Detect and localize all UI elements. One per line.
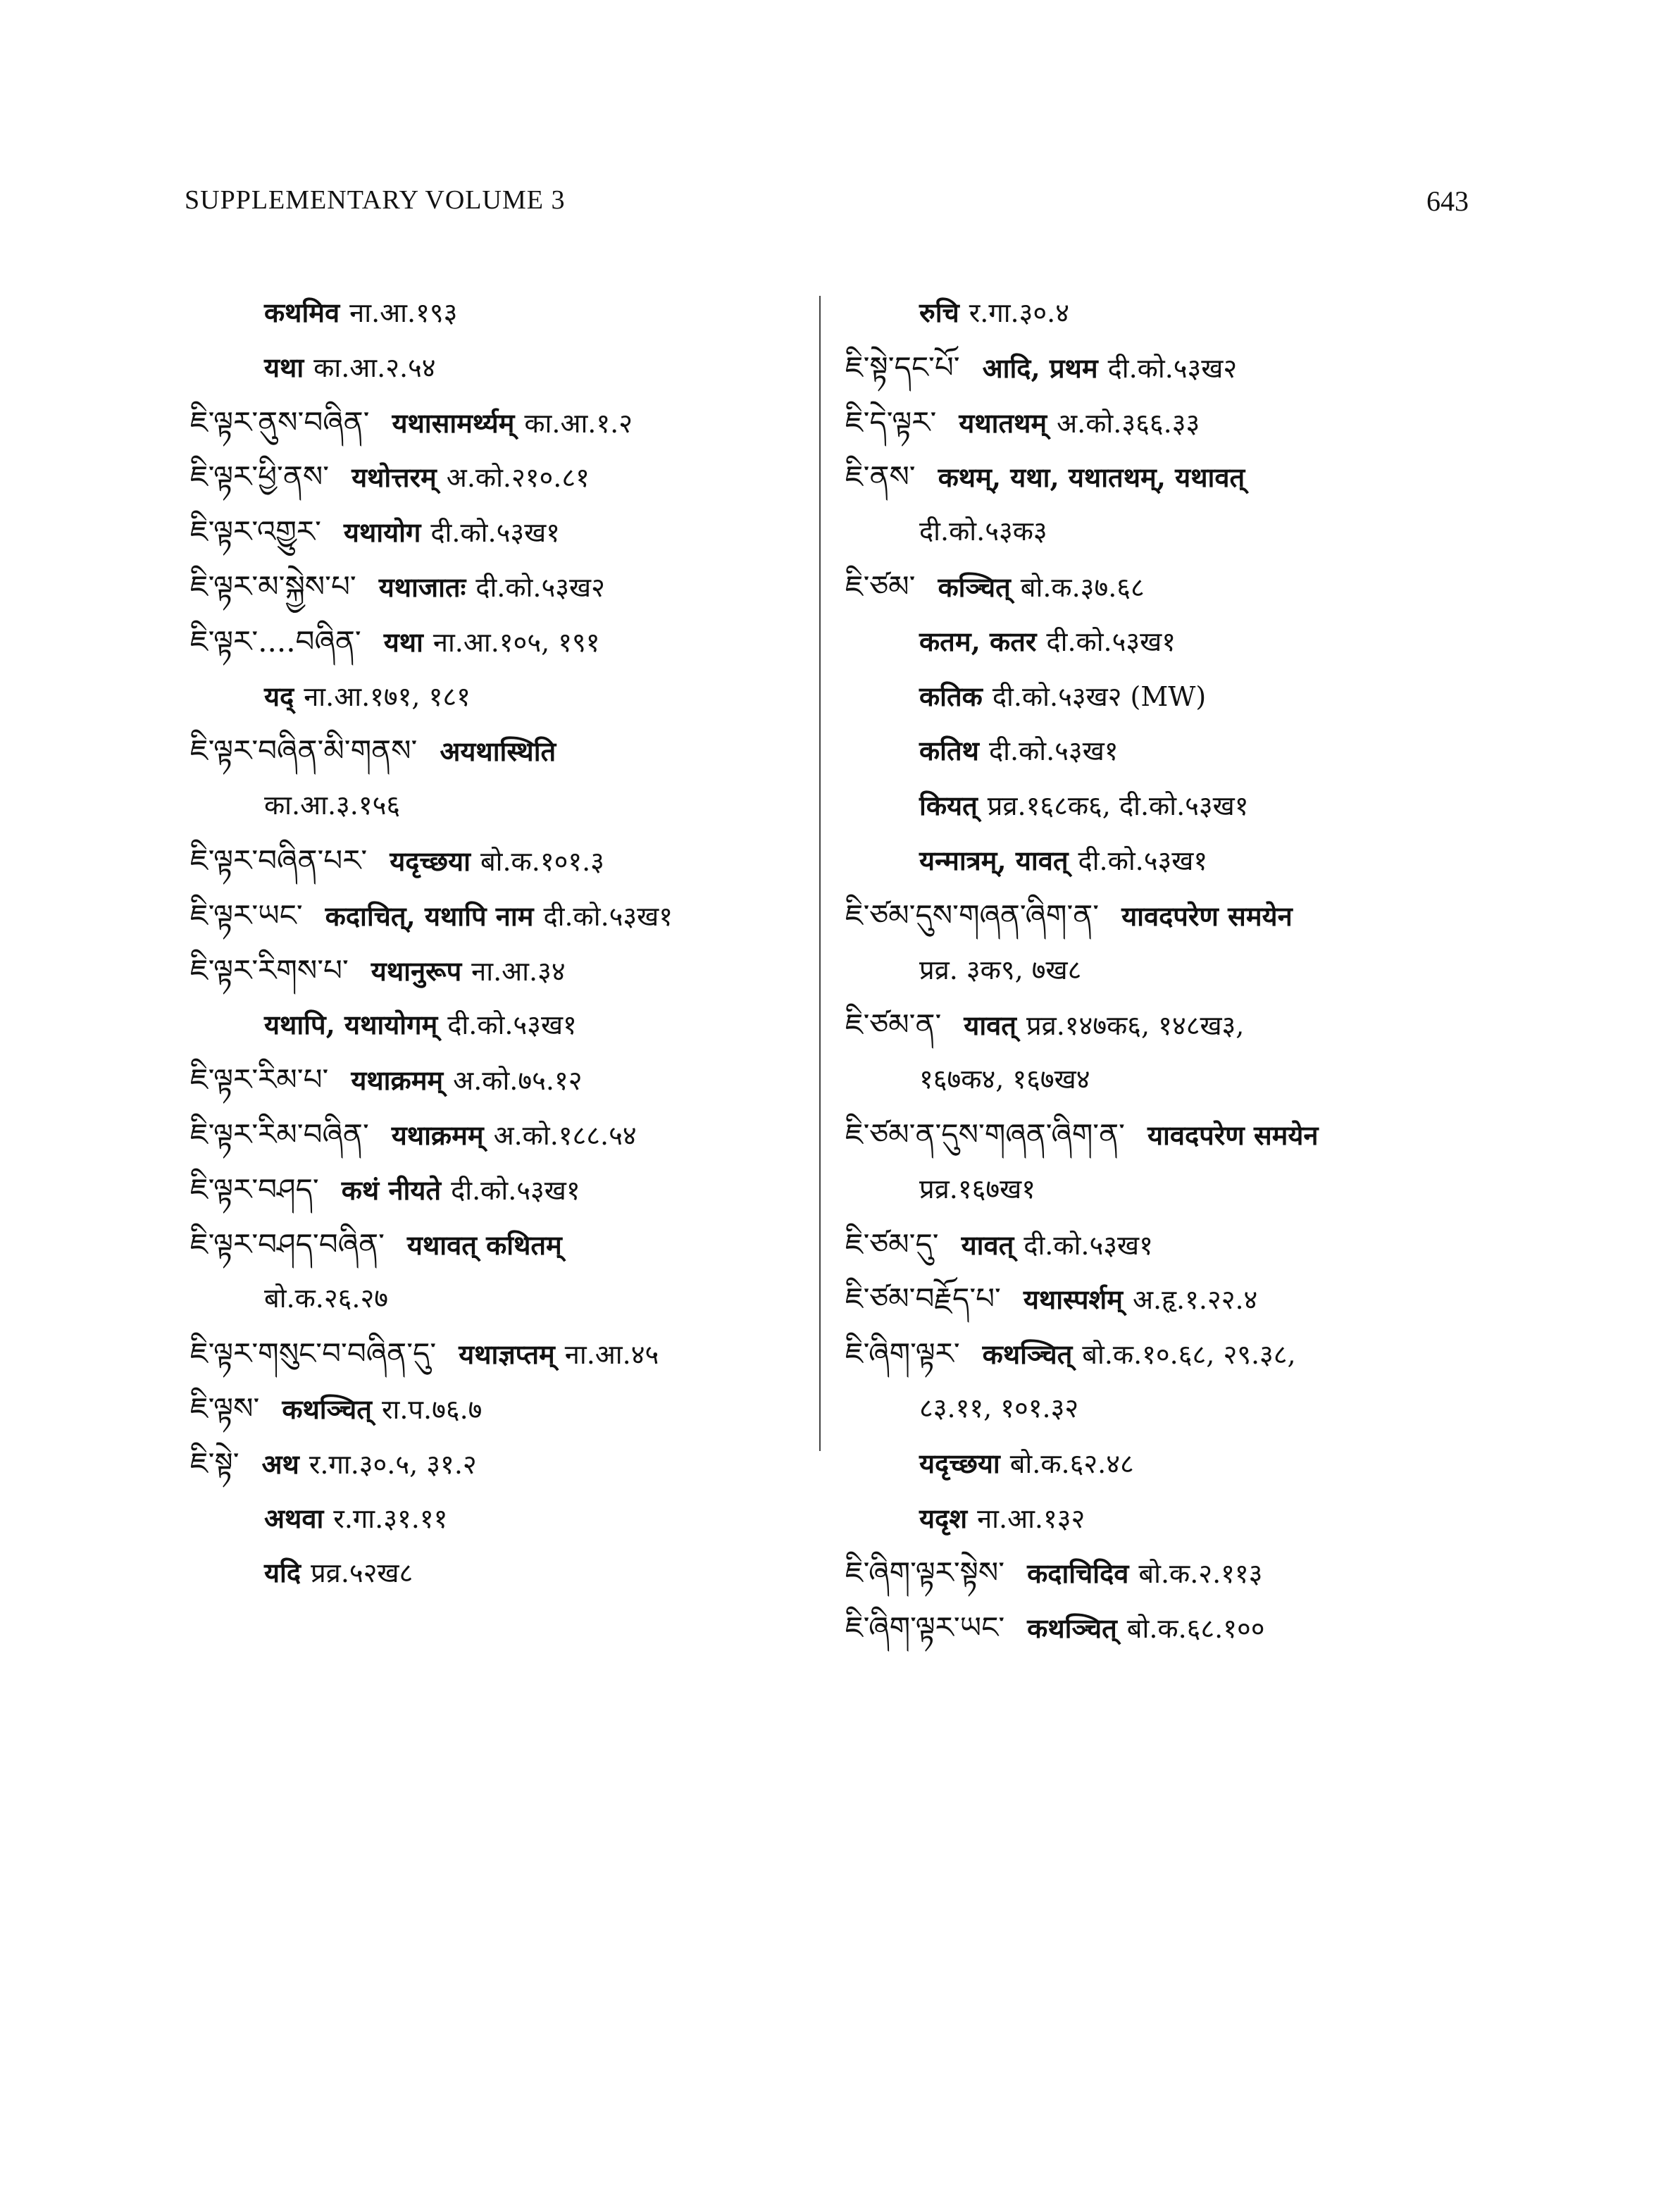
tibetan-term: ཇི་ལྟར་རིགས་པ་	[190, 952, 349, 988]
dictionary-entry	[845, 1162, 1479, 1217]
dictionary-entry	[190, 340, 796, 395]
reference-citation: १६७क४, १६७ख४	[919, 1064, 1090, 1095]
sanskrit-term: अयथास्थिति	[440, 735, 556, 768]
tibetan-term: ཇི་ལྟར་....བཞིན་	[190, 623, 361, 659]
reference-citation: दी.को.५३ख१	[1078, 845, 1208, 876]
dictionary-entry	[845, 340, 1479, 395]
reference-citation: दी.को.५३ख१	[543, 900, 673, 932]
dictionary-entry	[190, 449, 796, 504]
tibetan-term: ཇི་སྟེ་	[190, 1445, 239, 1481]
sanskrit-term: कञ्चित्	[938, 571, 1011, 603]
sanskrit-term: कतिक	[919, 680, 983, 712]
sanskrit-term: यथानुरूप	[371, 954, 462, 987]
sanskrit-term: यथाज्ञप्तम्	[459, 1338, 555, 1371]
dictionary-entry	[845, 559, 1479, 614]
dictionary-entry	[845, 778, 1479, 833]
sanskrit-term: कदाचिदिव	[1027, 1557, 1129, 1590]
dictionary-entry	[845, 888, 1479, 943]
tibetan-term: ཇི་ལྟར་བཤད་	[190, 1171, 319, 1207]
reference-citation: ना.आ.१३२	[977, 1502, 1085, 1534]
tibetan-term: ཇི་ཙམ་ན་	[845, 1007, 942, 1042]
dictionary-entry	[845, 723, 1479, 778]
tibetan-term: ཇི་ལྟར་བཞིན་པར་	[190, 842, 368, 878]
page-header	[185, 185, 1469, 227]
dictionary-entry	[190, 1491, 796, 1546]
tibetan-term: ཇི་ཙམ་བརྗོད་པ་	[845, 1281, 1001, 1316]
dictionary-entry	[845, 1545, 1479, 1600]
dictionary-entry	[190, 669, 796, 724]
sanskrit-term: यदृश	[919, 1502, 968, 1534]
sanskrit-term: यथासामर्थ्यम्	[392, 406, 515, 439]
reference-citation: प्रव्र.१४७क६, १४८ख३,	[1026, 1010, 1245, 1042]
tibetan-term: ཇི་ཙམ་ན་དུས་གཞན་ཞིག་ན་	[845, 1116, 1125, 1152]
sanskrit-term: अथ	[261, 1447, 299, 1480]
sanskrit-term: यथा	[383, 625, 423, 658]
dictionary-entry	[845, 997, 1479, 1052]
tibetan-term: ཇི་ལྟར་ཕྱི་ནས་	[190, 459, 330, 494]
reference-citation: का.आ.१.२	[524, 407, 633, 439]
sanskrit-term: अथवा	[264, 1502, 324, 1534]
reference-citation: दी.को.५३क३	[919, 516, 1047, 547]
sanskrit-term: कदाचित्, यथापि नाम	[325, 899, 534, 932]
dictionary-entry	[190, 559, 796, 614]
reference-citation: बो.क.१०.६८, २९.३८,	[1082, 1339, 1296, 1371]
reference-citation: प्रव्र.१६८क६, दी.को.५३ख१	[987, 790, 1249, 822]
sanskrit-term: यथाक्रमम्	[391, 1119, 484, 1151]
tibetan-term: ཇི་ལྟར་འགྱུར་	[190, 514, 321, 549]
sanskrit-term: यथातथम्	[959, 406, 1047, 439]
tibetan-term: ཇི་ལྟར་གསུང་བ་བཞིན་དུ་	[190, 1336, 437, 1371]
dictionary-entry	[845, 1217, 1479, 1272]
sanskrit-term: कियत्	[919, 790, 978, 822]
reference-citation: दी.को.५३ख२ (MW)	[992, 680, 1207, 712]
sanskrit-term: कथमिव	[264, 297, 340, 328]
reference-citation: अ.को.२१०.८१	[446, 462, 590, 494]
dictionary-entry	[190, 1217, 796, 1272]
sanskrit-term: यन्मात्रम्, यावत्	[919, 844, 1069, 876]
sanskrit-term: यथाजातः	[378, 571, 466, 603]
dictionary-entry	[845, 1271, 1479, 1326]
reference-citation: रा.प.७६.७	[381, 1393, 483, 1425]
reference-citation: अ.हृ.१.२२.४	[1133, 1284, 1258, 1316]
sanskrit-term: यथाक्रमम्	[351, 1064, 444, 1097]
dictionary-entry	[190, 888, 796, 943]
reference-citation: दी.को.५३ख१	[988, 735, 1119, 767]
dictionary-entry	[845, 1107, 1479, 1162]
dictionary-entry	[845, 285, 1479, 340]
reference-citation: दी.को.५३ख१	[451, 1174, 580, 1206]
dictionary-entry	[190, 778, 796, 833]
reference-citation: ना.आ.१०५, १९१	[433, 626, 600, 658]
sanskrit-term: यद्	[264, 680, 294, 712]
sanskrit-term: यथापि, यथायोगम्	[264, 1009, 438, 1041]
reference-citation: ना.आ.१९३	[349, 297, 458, 328]
reference-citation: बो.क.३७.६८	[1020, 571, 1145, 603]
sanskrit-term: यावदपरेण समयेन	[1147, 1119, 1319, 1151]
sanskrit-term: यथा	[264, 351, 304, 383]
sanskrit-term: कथम्, यथा, यथातथम्, यथावत्	[938, 461, 1245, 494]
reference-citation: प्रव्र. ३क९, ७ख८	[919, 954, 1082, 985]
sanskrit-term: यदृच्छया	[390, 845, 471, 877]
tibetan-term: ཇི་སྟེ་དང་པོ་	[845, 349, 960, 385]
reference-citation: बो.क.६२.४८	[1009, 1447, 1134, 1479]
reference-citation: दी.को.५३ख१	[1023, 1229, 1153, 1261]
dictionary-entry	[845, 669, 1479, 724]
dictionary-entry	[845, 1381, 1479, 1436]
sanskrit-term: यदृच्छया	[919, 1447, 1000, 1479]
sanskrit-term: कथञ्चित्	[982, 1338, 1073, 1371]
tibetan-term: ཇི་ལྟར་ཡང་	[190, 897, 303, 933]
reference-citation: बो.क.२.११३	[1138, 1558, 1263, 1590]
sanskrit-term: यथोत्तरम्	[351, 461, 437, 494]
dictionary-entry	[190, 1052, 796, 1107]
dictionary-entry	[190, 285, 796, 340]
reference-citation: र.गा.३०.५, ३१.२	[309, 1448, 477, 1480]
sanskrit-term: रुचि	[919, 297, 959, 328]
dictionary-entry	[845, 833, 1479, 888]
reference-citation: ८३.११, १०१.३२	[919, 1392, 1079, 1424]
tibetan-term: ཇི་ལྟར་བཤད་བཞིན་	[190, 1226, 385, 1262]
tibetan-term: ཇི་ལྟས་	[190, 1390, 260, 1426]
page-number: 643	[1426, 185, 1469, 217]
tibetan-term: ཇི་ཞིག་ལྟར་	[845, 1336, 960, 1371]
dictionary-entry	[845, 1491, 1479, 1546]
dictionary-entry	[845, 1436, 1479, 1491]
right-column	[845, 285, 1479, 1655]
dictionary-entry	[190, 943, 796, 998]
tibetan-term: ཇི་ཙམ་དུ་	[845, 1226, 939, 1262]
reference-citation: दी.को.५३ख१	[447, 1009, 577, 1041]
dictionary-entry	[845, 1326, 1479, 1381]
sanskrit-term: यावत्	[964, 1009, 1016, 1042]
dictionary-entry	[845, 614, 1479, 669]
dictionary-entry	[190, 723, 796, 778]
sanskrit-term: कथञ्चित्	[1027, 1612, 1117, 1645]
left-column	[190, 285, 796, 1600]
reference-citation: दी.को.५३ख१	[430, 517, 560, 549]
dictionary-entry	[845, 395, 1479, 450]
reference-citation: का.आ.२.५४	[313, 351, 436, 383]
dictionary-entry	[845, 504, 1479, 559]
reference-citation: बो.क.२६.२७	[264, 1283, 389, 1314]
tibetan-term: ཇི་ལྟར་རིམ་བཞིན་	[190, 1116, 369, 1152]
reference-citation: र.गा.३१.११	[333, 1502, 448, 1534]
column-divider	[819, 296, 821, 1451]
reference-citation: ना.आ.१७१, १८१	[304, 680, 471, 712]
tibetan-term: ཇི་ཞིག་ལྟར་སྟེས་	[845, 1555, 1005, 1590]
sanskrit-term: यावदपरेण समयेन	[1121, 899, 1293, 932]
dictionary-entry	[190, 1326, 796, 1381]
sanskrit-term: आदि, प्रथम	[982, 351, 1098, 384]
dictionary-entry	[190, 1381, 796, 1436]
dictionary-entry	[190, 1545, 796, 1600]
dictionary-entry	[190, 997, 796, 1052]
dictionary-entry	[190, 1436, 796, 1491]
running-head: SUPPLEMENTARY VOLUME 3	[185, 185, 566, 215]
reference-citation: प्रव्र.१६७ख१	[919, 1173, 1035, 1204]
reference-citation: बो.क.६८.१००	[1126, 1613, 1265, 1645]
sanskrit-term: कतम, कतर	[919, 625, 1037, 657]
sanskrit-term: कतिथ	[919, 735, 979, 767]
dictionary-entry	[190, 504, 796, 559]
dictionary-entry	[190, 614, 796, 669]
reference-citation: ना.आ.३४	[471, 955, 566, 987]
dictionary-entry	[190, 395, 796, 450]
sanskrit-term: कथञ्चित्	[282, 1393, 372, 1425]
tibetan-term: ཇི་ལྟར་བཞིན་མི་གནས་	[190, 733, 418, 768]
dictionary-entry	[190, 1162, 796, 1217]
dictionary-entry	[190, 1271, 796, 1326]
sanskrit-term: यावत्	[961, 1228, 1014, 1261]
reference-citation: अ.को.७५.१२	[453, 1065, 583, 1097]
sanskrit-term: यथावत् कथितम्	[406, 1228, 562, 1261]
reference-citation: दी.को.५३ख२	[1107, 352, 1238, 384]
tibetan-term: ཇི་ལྟར་རིམ་པ་	[190, 1062, 329, 1097]
tibetan-term: ཇི་ལྟར་ནུས་བཞིན་	[190, 404, 370, 440]
tibetan-term: ཇི་དེ་ལྟར་	[845, 404, 937, 440]
tibetan-term: ཇི་ནས་	[845, 459, 916, 494]
tibetan-term: ཇི་ལྟར་མ་སྐྱེས་པ་	[190, 568, 356, 604]
dictionary-entry	[845, 1600, 1479, 1655]
sanskrit-term: यथास्पर्शम्	[1023, 1283, 1123, 1316]
dictionary-entry	[845, 1052, 1479, 1107]
tibetan-term: ཇི་ཙམ་	[845, 568, 916, 604]
reference-citation: दी.को.५३ख१	[1046, 625, 1176, 657]
reference-citation: का.आ.३.१५६	[264, 790, 401, 821]
tibetan-term: ཇི་ཙམ་དུས་གཞན་ཞིག་ན་	[845, 897, 1100, 933]
dictionary-entry	[845, 449, 1479, 504]
reference-citation: बो.क.१०१.३	[480, 845, 604, 877]
reference-citation: अ.को.१८८.५४	[493, 1119, 637, 1151]
reference-citation: प्रव्र.५२ख८	[311, 1557, 413, 1589]
dictionary-entry	[190, 1107, 796, 1162]
dictionary-entry	[190, 833, 796, 888]
sanskrit-term: यदि	[264, 1557, 301, 1589]
reference-citation: ना.आ.४५	[564, 1339, 659, 1371]
reference-citation: र.गा.३०.४	[969, 297, 1069, 328]
sanskrit-term: कथं नीयते	[341, 1173, 442, 1206]
reference-citation: अ.को.३६६.३३	[1057, 407, 1200, 439]
dictionary-entry	[845, 943, 1479, 998]
reference-citation: दी.को.५३ख२	[475, 571, 605, 603]
tibetan-term: ཇི་ཞིག་ལྟར་ཡང་	[845, 1610, 1005, 1645]
sanskrit-term: यथायोग	[343, 516, 421, 549]
